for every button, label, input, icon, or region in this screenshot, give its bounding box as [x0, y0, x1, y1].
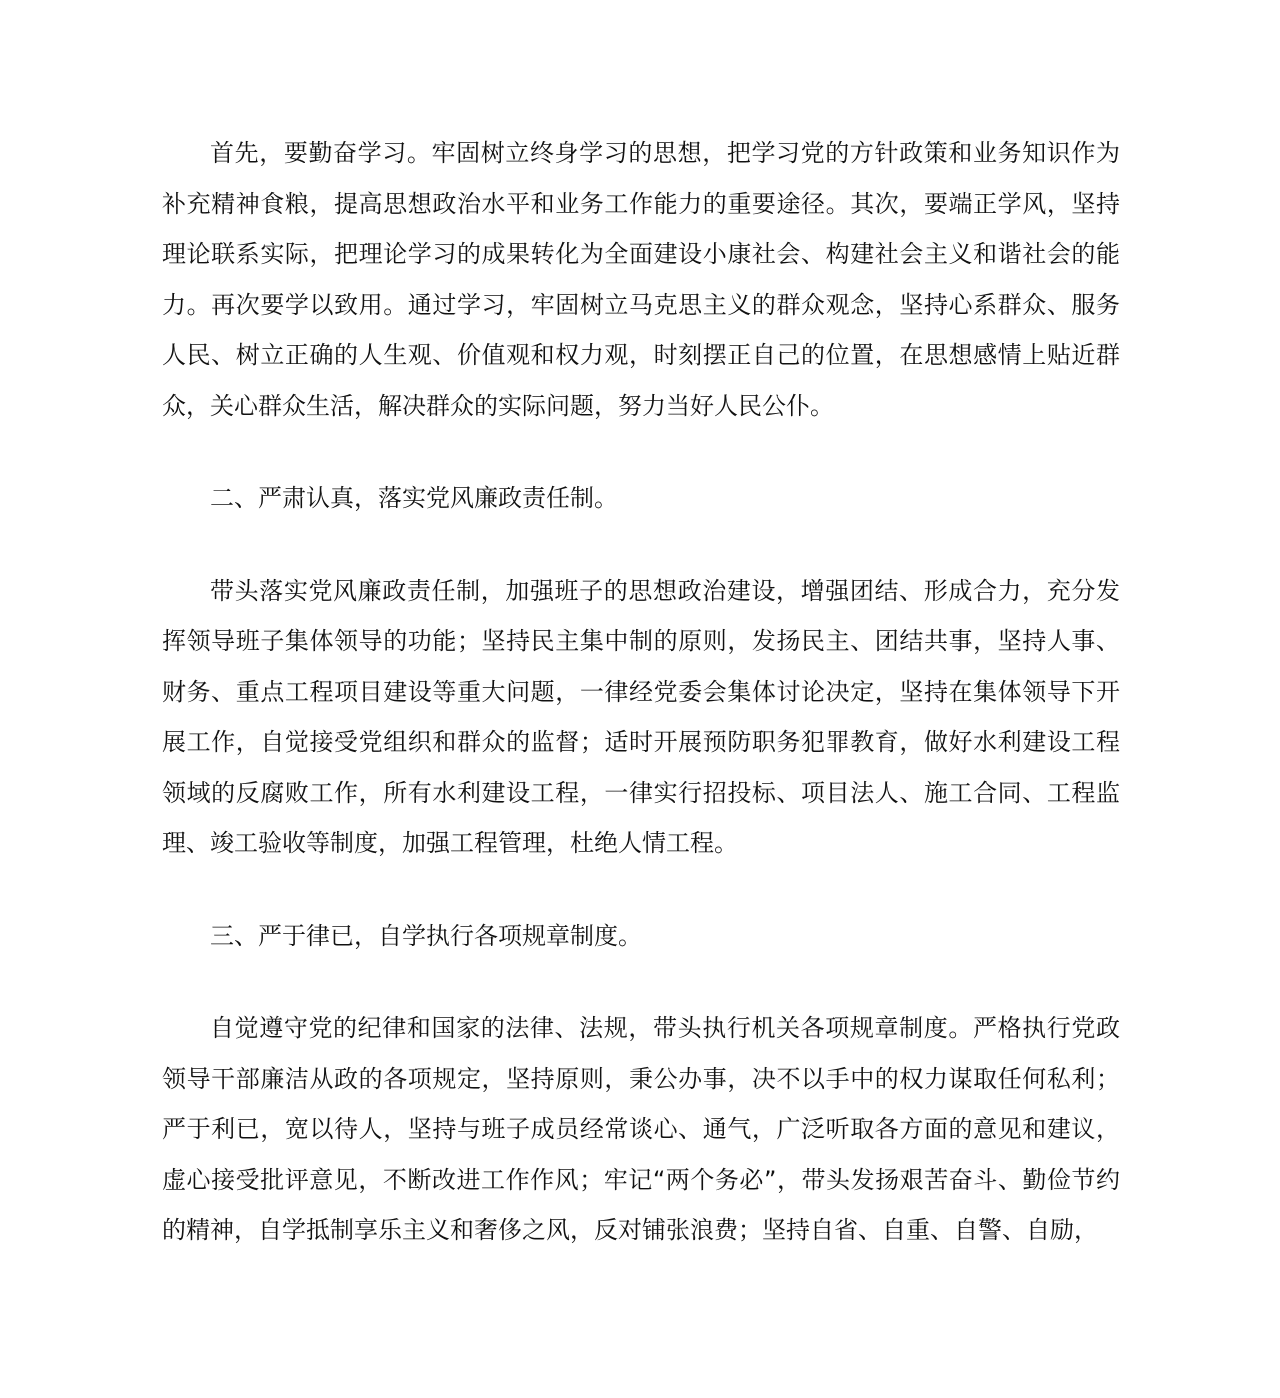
- document-body: [162, 128, 1120, 1256]
- paragraph-discipline: 自觉遵守党的纪律和国家的法律、法规，带头执行机关各项规章制度。严格执行党政领导干部廉洁从政的各项规定，坚持原则，秉公办事，决不以手中的权力谋取任何私利；严于利已，宽以待人，坚持与班子成员经常谈心、通气，广泛听取各方面的意见和建议，虚心接受批评意见，不断改进工作作风；牢记“两个务必”，带头发扬艰苦奋斗、勤俭节约的精神，自学抵制享乐主义和奢侈之风，反对铺张浪费；坚持自省、自重、自警、自励，: [162, 1014, 1120, 1244]
- paragraph-spacer: [162, 524, 1120, 566]
- paragraph-spacer: [162, 431, 1120, 473]
- paragraph-spacer: [162, 961, 1120, 1003]
- paragraph-study: 首先，要勤奋学习。牢固树立终身学习的思想，把学习党的方针政策和业务知识作为补充精神食粮，提高思想政治水平和业务工作能力的重要途径。其次，要端正学风，坚持理论联系实际，把理论学习的成果转化为全面建设小康社会、构建社会主义和谐社会的能力。再次要学以致用。通过学习，牢固树立马克思主义的群众观念，坚持心系群众、服务人民、树立正确的人生观、价值观和权力观，时刻摆正自己的位置，在思想感情上贴近群众，关心群众生活，解决群众的实际问题，努力当好人民公仆。: [162, 139, 1120, 420]
- section-heading-2: 二、严肃认真，落实党风廉政责任制。: [210, 484, 618, 512]
- paragraph-responsibility: 带头落实党风廉政责任制，加强班子的思想政治建设，增强团结、形成合力，充分发挥领导班子集体领导的功能；坚持民主集中制的原则，发扬民主、团结共事，坚持人事、财务、重点工程项目建设等重大问题，一律经党委会集体讨论决定，坚持在集体领导下开展工作，自觉接受党组织和群众的监督；适时开展预防职务犯罪教育，做好水利建设工程领域的反腐败工作，所有水利建设工程，一律实行招投标、项目法人、施工合同、工程监理、竣工验收等制度，加强工程管理，杜绝人情工程。: [162, 576, 1120, 857]
- paragraph-spacer: [162, 869, 1120, 911]
- section-heading-3: 三、严于律已，自学执行各项规章制度。: [210, 921, 642, 950]
